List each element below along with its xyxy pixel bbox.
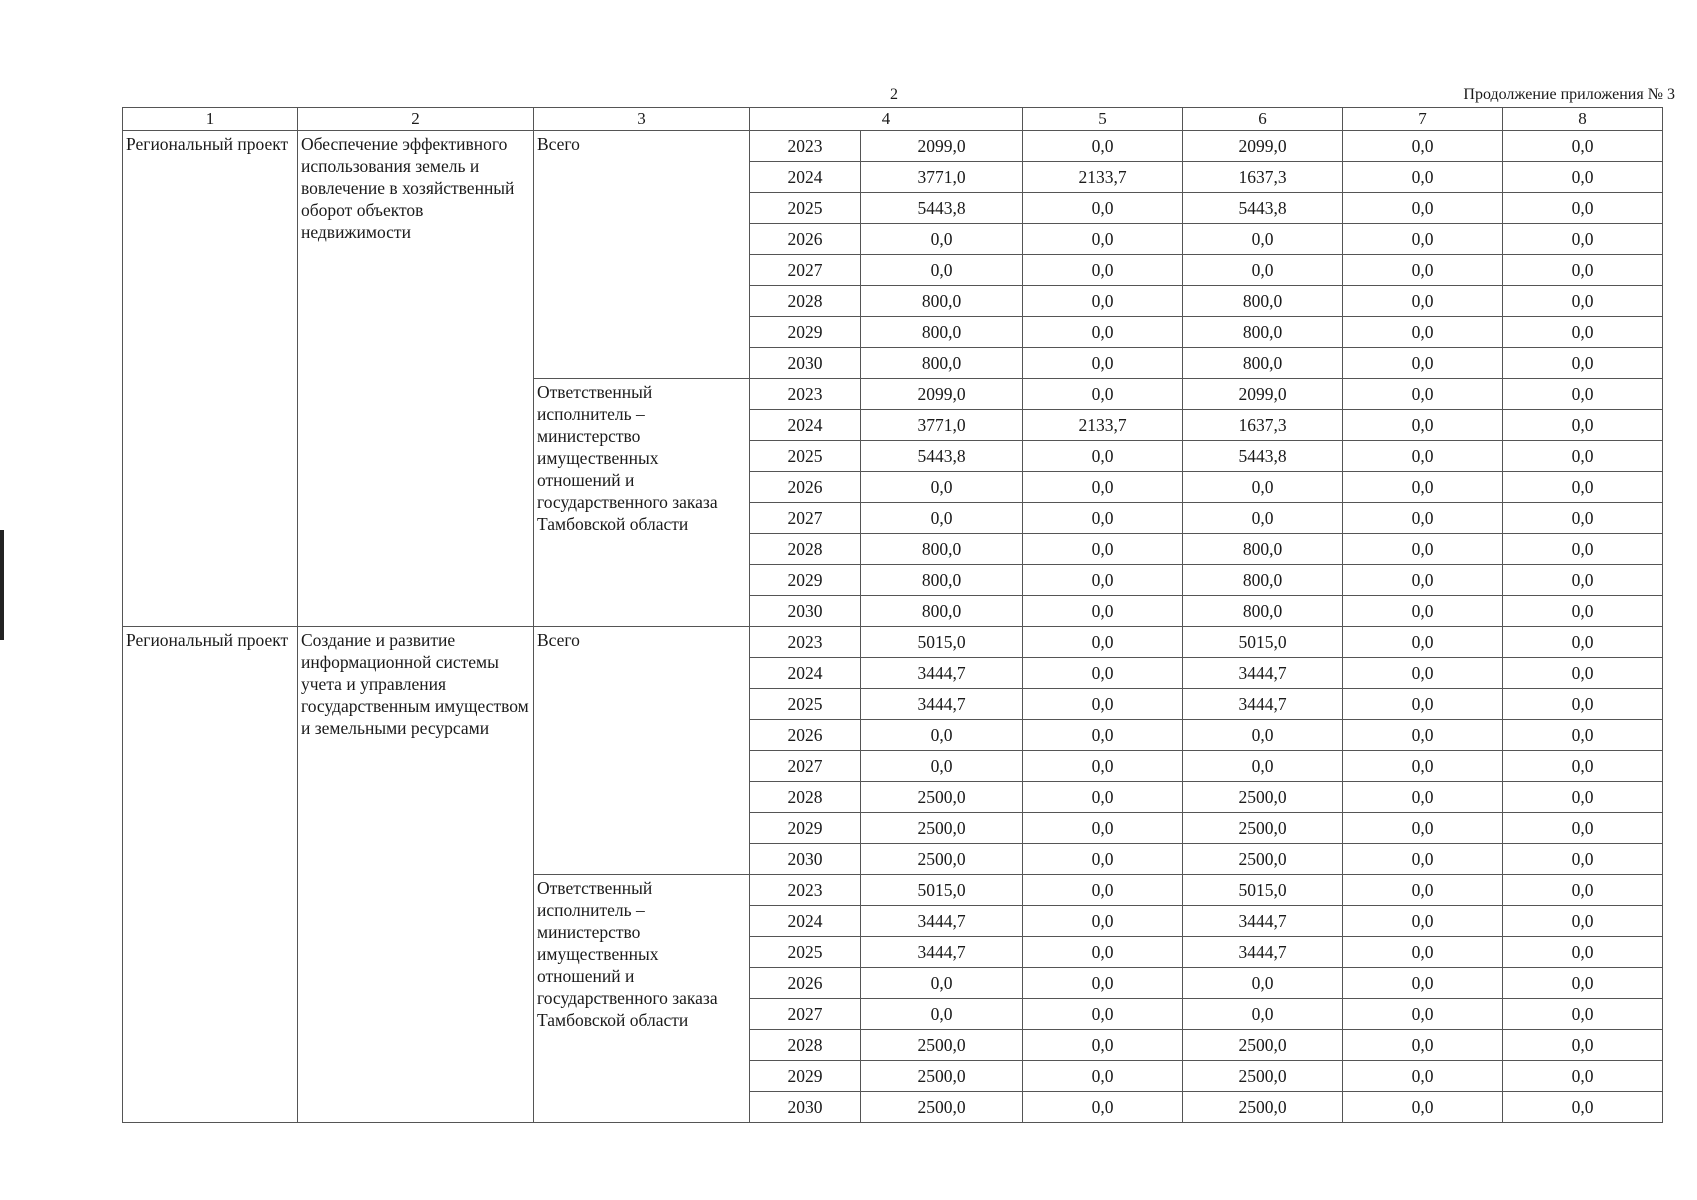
amount-cell: 2133,7: [1023, 410, 1183, 441]
amount-cell: 0,0: [1503, 999, 1663, 1030]
amount-cell: 800,0: [1183, 348, 1343, 379]
amount-cell: 5015,0: [861, 875, 1023, 906]
amount-cell: 0,0: [861, 503, 1023, 534]
appendix-continuation-header: Продолжение приложения № 3: [1463, 86, 1675, 103]
item-name-cell: Обеспечение эффективного использования земель и вовлечение в хозяйственный оборот объектов недвижимости: [298, 131, 534, 627]
amount-cell: 0,0: [1343, 751, 1503, 782]
amount-cell: 0,0: [1023, 193, 1183, 224]
page-number: 2: [890, 86, 898, 103]
amount-cell: 0,0: [1023, 751, 1183, 782]
amount-cell: 0,0: [1503, 720, 1663, 751]
amount-cell: 0,0: [1023, 224, 1183, 255]
amount-cell: 0,0: [1343, 1030, 1503, 1061]
table-row: [123, 131, 1663, 162]
executor-cell: Ответственный исполнитель – министерство имущественных отношений и государственного заказа Тамбовской области: [534, 875, 750, 1123]
amount-cell: 0,0: [1503, 782, 1663, 813]
amount-cell: 0,0: [1343, 999, 1503, 1030]
year-cell: 2024: [750, 162, 861, 193]
amount-cell: 0,0: [1023, 472, 1183, 503]
item-type-cell: Региональный проект: [123, 627, 298, 1123]
amount-cell: 0,0: [1503, 596, 1663, 627]
amount-cell: 2500,0: [1183, 782, 1343, 813]
amount-cell: 0,0: [1183, 968, 1343, 999]
amount-cell: 0,0: [1503, 224, 1663, 255]
amount-cell: 0,0: [1503, 534, 1663, 565]
amount-cell: 0,0: [1023, 317, 1183, 348]
amount-cell: 0,0: [1343, 255, 1503, 286]
amount-cell: 0,0: [1503, 255, 1663, 286]
amount-cell: 3444,7: [861, 906, 1023, 937]
amount-cell: 0,0: [1343, 875, 1503, 906]
amount-cell: 800,0: [861, 596, 1023, 627]
amount-cell: 0,0: [1023, 379, 1183, 410]
amount-cell: 5015,0: [861, 627, 1023, 658]
executor-cell: Ответственный исполнитель – министерство имущественных отношений и государственного заказа Тамбовской области: [534, 379, 750, 627]
amount-cell: 5443,8: [861, 441, 1023, 472]
amount-cell: 2500,0: [861, 1030, 1023, 1061]
amount-cell: 0,0: [1023, 875, 1183, 906]
amount-cell: 0,0: [1023, 503, 1183, 534]
amount-cell: 0,0: [1343, 782, 1503, 813]
amount-cell: 0,0: [1343, 689, 1503, 720]
year-cell: 2026: [750, 720, 861, 751]
column-number: 4: [750, 108, 1023, 131]
amount-cell: 800,0: [861, 286, 1023, 317]
year-cell: 2028: [750, 534, 861, 565]
amount-cell: 0,0: [1183, 751, 1343, 782]
amount-cell: 3444,7: [1183, 906, 1343, 937]
amount-cell: 3771,0: [861, 162, 1023, 193]
amount-cell: 800,0: [861, 565, 1023, 596]
amount-cell: 0,0: [1023, 534, 1183, 565]
amount-cell: 0,0: [861, 968, 1023, 999]
table-row: [123, 627, 1663, 658]
amount-cell: 0,0: [1023, 844, 1183, 875]
amount-cell: 0,0: [1023, 1061, 1183, 1092]
amount-cell: 800,0: [861, 534, 1023, 565]
amount-cell: 0,0: [1503, 813, 1663, 844]
amount-cell: 800,0: [1183, 565, 1343, 596]
item-name-cell: Создание и развитие информационной системы учета и управления государственным имуществом и земельными ресурсами: [298, 627, 534, 1123]
column-number: 1: [123, 108, 298, 131]
amount-cell: 0,0: [1023, 286, 1183, 317]
year-cell: 2029: [750, 317, 861, 348]
amount-cell: 0,0: [1183, 224, 1343, 255]
amount-cell: 0,0: [1343, 379, 1503, 410]
amount-cell: 0,0: [1503, 503, 1663, 534]
year-cell: 2024: [750, 410, 861, 441]
amount-cell: 2099,0: [1183, 379, 1343, 410]
year-cell: 2024: [750, 658, 861, 689]
amount-cell: 0,0: [1343, 348, 1503, 379]
year-cell: 2027: [750, 255, 861, 286]
amount-cell: 5443,8: [1183, 441, 1343, 472]
amount-cell: 0,0: [1503, 751, 1663, 782]
amount-cell: 0,0: [1343, 162, 1503, 193]
amount-cell: 0,0: [1343, 968, 1503, 999]
amount-cell: 0,0: [861, 255, 1023, 286]
amount-cell: 0,0: [1503, 193, 1663, 224]
year-cell: 2028: [750, 1030, 861, 1061]
year-cell: 2026: [750, 968, 861, 999]
year-cell: 2026: [750, 472, 861, 503]
amount-cell: 0,0: [861, 720, 1023, 751]
year-cell: 2029: [750, 565, 861, 596]
amount-cell: 0,0: [1503, 1092, 1663, 1123]
amount-cell: 0,0: [861, 224, 1023, 255]
year-cell: 2029: [750, 1061, 861, 1092]
amount-cell: 0,0: [1343, 472, 1503, 503]
amount-cell: 0,0: [1343, 410, 1503, 441]
amount-cell: 3444,7: [861, 658, 1023, 689]
amount-cell: 0,0: [1183, 720, 1343, 751]
amount-cell: 0,0: [1343, 503, 1503, 534]
year-cell: 2026: [750, 224, 861, 255]
amount-cell: 1637,3: [1183, 162, 1343, 193]
amount-cell: 0,0: [1023, 937, 1183, 968]
amount-cell: 2500,0: [1183, 813, 1343, 844]
year-cell: 2027: [750, 751, 861, 782]
column-number: 2: [298, 108, 534, 131]
year-cell: 2023: [750, 875, 861, 906]
amount-cell: 0,0: [1503, 317, 1663, 348]
year-cell: 2028: [750, 286, 861, 317]
year-cell: 2030: [750, 596, 861, 627]
amount-cell: 800,0: [861, 348, 1023, 379]
amount-cell: 0,0: [1503, 937, 1663, 968]
year-cell: 2030: [750, 348, 861, 379]
amount-cell: 2500,0: [861, 844, 1023, 875]
amount-cell: 0,0: [1503, 906, 1663, 937]
amount-cell: 0,0: [1343, 1061, 1503, 1092]
year-cell: 2025: [750, 689, 861, 720]
amount-cell: 0,0: [861, 999, 1023, 1030]
amount-cell: 0,0: [1503, 1061, 1663, 1092]
amount-cell: 0,0: [1343, 565, 1503, 596]
amount-cell: 0,0: [1023, 999, 1183, 1030]
amount-cell: 0,0: [1503, 968, 1663, 999]
amount-cell: 0,0: [1503, 410, 1663, 441]
amount-cell: 1637,3: [1183, 410, 1343, 441]
amount-cell: 800,0: [1183, 286, 1343, 317]
executor-cell: Всего: [534, 627, 750, 875]
year-cell: 2027: [750, 999, 861, 1030]
amount-cell: 0,0: [1503, 875, 1663, 906]
amount-cell: 3444,7: [1183, 658, 1343, 689]
amount-cell: 0,0: [1343, 596, 1503, 627]
amount-cell: 0,0: [1343, 906, 1503, 937]
amount-cell: 0,0: [1023, 596, 1183, 627]
year-cell: 2025: [750, 193, 861, 224]
amount-cell: 0,0: [1023, 1030, 1183, 1061]
amount-cell: 0,0: [1023, 565, 1183, 596]
amount-cell: 2099,0: [1183, 131, 1343, 162]
amount-cell: 2500,0: [861, 1092, 1023, 1123]
year-cell: 2023: [750, 627, 861, 658]
amount-cell: 0,0: [1503, 348, 1663, 379]
amount-cell: 2500,0: [1183, 844, 1343, 875]
amount-cell: 800,0: [1183, 596, 1343, 627]
amount-cell: 0,0: [1023, 348, 1183, 379]
amount-cell: 0,0: [1503, 379, 1663, 410]
amount-cell: 2500,0: [861, 782, 1023, 813]
amount-cell: 0,0: [1503, 472, 1663, 503]
amount-cell: 0,0: [1503, 565, 1663, 596]
scan-edge-mark: [0, 530, 4, 640]
amount-cell: 5443,8: [861, 193, 1023, 224]
amount-cell: 800,0: [1183, 534, 1343, 565]
amount-cell: 0,0: [1343, 1092, 1503, 1123]
amount-cell: 2500,0: [861, 1061, 1023, 1092]
column-number: 5: [1023, 108, 1183, 131]
column-number-row: [123, 108, 1663, 131]
amount-cell: 0,0: [1503, 844, 1663, 875]
amount-cell: 2099,0: [861, 379, 1023, 410]
amount-cell: 0,0: [1503, 658, 1663, 689]
year-cell: 2029: [750, 813, 861, 844]
amount-cell: 0,0: [1343, 627, 1503, 658]
amount-cell: 0,0: [1023, 441, 1183, 472]
year-cell: 2023: [750, 131, 861, 162]
year-cell: 2023: [750, 379, 861, 410]
executor-cell: Всего: [534, 131, 750, 379]
amount-cell: 0,0: [1343, 131, 1503, 162]
amount-cell: 2500,0: [1183, 1030, 1343, 1061]
amount-cell: 0,0: [1343, 720, 1503, 751]
amount-cell: 0,0: [1343, 937, 1503, 968]
amount-cell: 0,0: [1343, 844, 1503, 875]
amount-cell: 0,0: [1023, 720, 1183, 751]
amount-cell: 0,0: [861, 751, 1023, 782]
amount-cell: 0,0: [1023, 627, 1183, 658]
amount-cell: 2500,0: [861, 813, 1023, 844]
amount-cell: 3444,7: [1183, 937, 1343, 968]
amount-cell: 0,0: [1023, 968, 1183, 999]
amount-cell: 0,0: [1503, 162, 1663, 193]
amount-cell: 0,0: [1503, 627, 1663, 658]
amount-cell: 0,0: [1343, 441, 1503, 472]
amount-cell: 0,0: [1343, 224, 1503, 255]
budget-table: [122, 107, 1663, 1123]
amount-cell: 0,0: [1023, 689, 1183, 720]
column-number: 8: [1503, 108, 1663, 131]
amount-cell: 0,0: [1343, 813, 1503, 844]
column-number: 3: [534, 108, 750, 131]
amount-cell: 0,0: [1023, 906, 1183, 937]
amount-cell: 0,0: [861, 472, 1023, 503]
amount-cell: 3444,7: [1183, 689, 1343, 720]
amount-cell: 3444,7: [861, 689, 1023, 720]
amount-cell: 0,0: [1343, 658, 1503, 689]
amount-cell: 0,0: [1503, 131, 1663, 162]
column-number: 7: [1343, 108, 1503, 131]
amount-cell: 5015,0: [1183, 627, 1343, 658]
amount-cell: 800,0: [1183, 317, 1343, 348]
year-cell: 2025: [750, 441, 861, 472]
amount-cell: 800,0: [861, 317, 1023, 348]
year-cell: 2028: [750, 782, 861, 813]
amount-cell: 0,0: [1183, 472, 1343, 503]
amount-cell: 0,0: [1343, 286, 1503, 317]
item-type-cell: Региональный проект: [123, 131, 298, 627]
amount-cell: 0,0: [1503, 689, 1663, 720]
amount-cell: 2500,0: [1183, 1092, 1343, 1123]
amount-cell: 0,0: [1503, 286, 1663, 317]
amount-cell: 0,0: [1023, 782, 1183, 813]
amount-cell: 0,0: [1183, 999, 1343, 1030]
amount-cell: 0,0: [1023, 813, 1183, 844]
amount-cell: 0,0: [1343, 193, 1503, 224]
year-cell: 2027: [750, 503, 861, 534]
amount-cell: 0,0: [1183, 503, 1343, 534]
amount-cell: 2099,0: [861, 131, 1023, 162]
amount-cell: 0,0: [1503, 441, 1663, 472]
amount-cell: 2500,0: [1183, 1061, 1343, 1092]
amount-cell: 2133,7: [1023, 162, 1183, 193]
amount-cell: 3444,7: [861, 937, 1023, 968]
amount-cell: 0,0: [1343, 534, 1503, 565]
amount-cell: 0,0: [1023, 131, 1183, 162]
amount-cell: 0,0: [1023, 255, 1183, 286]
amount-cell: 3771,0: [861, 410, 1023, 441]
amount-cell: 0,0: [1343, 317, 1503, 348]
year-cell: 2025: [750, 937, 861, 968]
year-cell: 2024: [750, 906, 861, 937]
amount-cell: 5443,8: [1183, 193, 1343, 224]
amount-cell: 0,0: [1503, 1030, 1663, 1061]
column-number: 6: [1183, 108, 1343, 131]
amount-cell: 5015,0: [1183, 875, 1343, 906]
year-cell: 2030: [750, 1092, 861, 1123]
year-cell: 2030: [750, 844, 861, 875]
amount-cell: 0,0: [1023, 1092, 1183, 1123]
amount-cell: 0,0: [1183, 255, 1343, 286]
amount-cell: 0,0: [1023, 658, 1183, 689]
